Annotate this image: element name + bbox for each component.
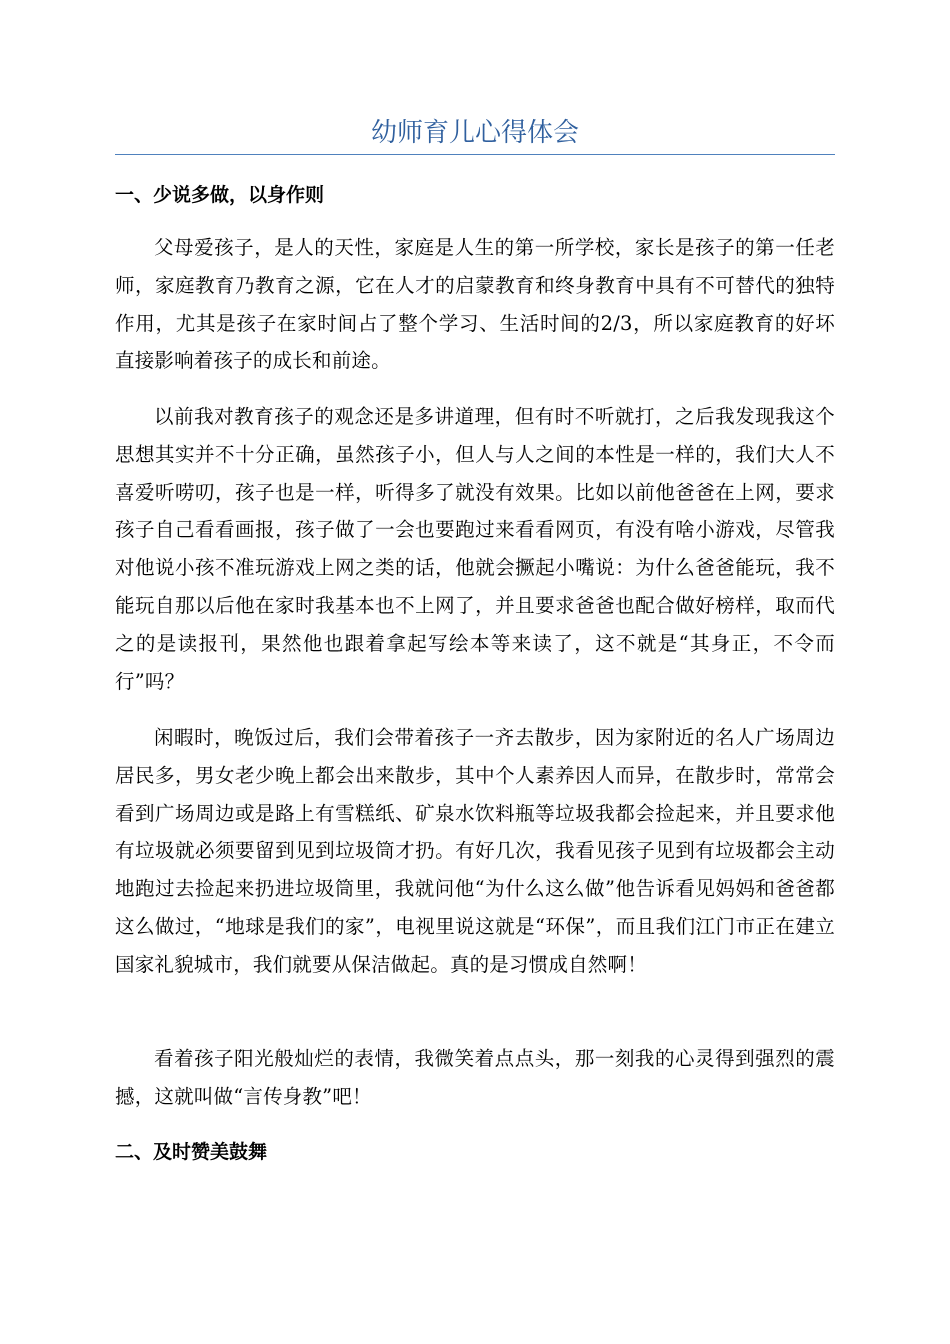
section-heading-2: 二、及时赞美鼓舞 [115, 1141, 268, 1163]
paragraph-3: 闲暇时，晚饭过后，我们会带着孩子一齐去散步，因为家附近的名人广场周边居民多，男女老少晚上都会出来散步，其中个人素养因人而异，在散步时，常常会看到广场周边或是路上有雪糕纸、矿泉水饮料瓶等垃圾我都会捡起来，并且要求他有垃圾就必须要留到见到垃圾筒才扔。有好几次，我看见孩子见到有垃圾都会主动地跑过去捡起来扔进垃圾筒里，我就问他“为什么这么做”他告诉看见妈妈和爸爸都这么做过，“地球是我们的家”，电视里说这就是“环保”，而且我们江门市正在建立国家礼貌城市，我们就要从保洁做起。真的是习惯成自然啊！ [115, 726, 835, 976]
section-heading-1: 一、少说多做，以身作则 [115, 184, 325, 206]
paragraph-1: 父母爱孩子，是人的天性，家庭是人生的第一所学校，家长是孩子的第一任老师，家庭教育乃教育之源，它在人才的启蒙教育和终身教育中具有不可替代的独特作用，尤其是孩子在家时间占了整个学习、生活时间的2/3，所以家庭教育的好坏直接影响着孩子的成长和前途。 [115, 236, 835, 373]
paragraph-2: 以前我对教育孩子的观念还是多讲道理，但有时不听就打，之后我发现我这个思想其实并不十分正确，虽然孩子小，但人与人之间的本性是一样的，我们大人不喜爱听唠叨，孩子也是一样，听得多了就没有效果。比如以前他爸爸在上网，要求孩子自己看看画报，孩子做了一会也要跑过来看看网页，有没有啥小游戏，尽管我对他说小孩不准玩游戏上网之类的话，他就会撅起小嘴说：为什么爸爸能玩，我不能玩自那以后他在家时我基本也不上网了，并且要求爸爸也配合做好榜样，取而代之的是读报刊，果然他也跟着拿起写绘本等来读了，这不就是“其身正，不令而行”吗？ [115, 405, 835, 693]
title-underline [115, 154, 835, 155]
document-title: 幼师育儿心得体会 [370, 118, 579, 148]
paragraph-4: 看着孩子阳光般灿烂的表情，我微笑着点点头，那一刻我的心灵得到强烈的震撼，这就叫做“言传身教”吧！ [115, 1047, 835, 1108]
